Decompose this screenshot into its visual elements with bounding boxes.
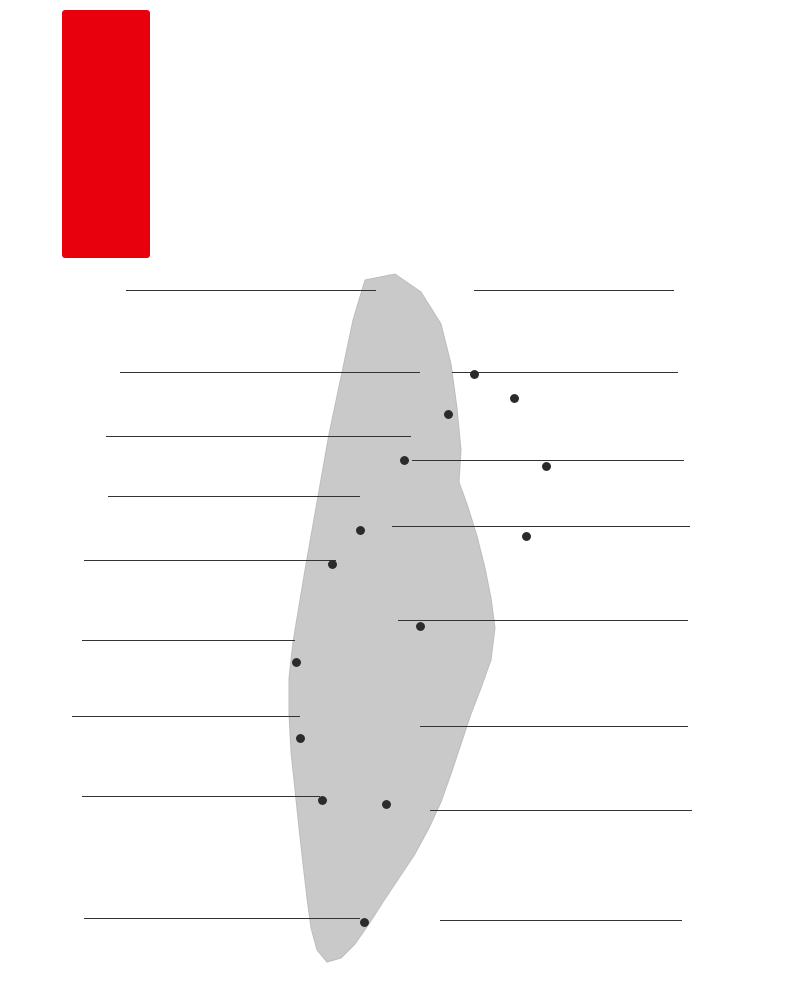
map-dot-chiayi [318,796,327,805]
connector-taitung [420,726,688,727]
map-dot-hsinchu [542,462,551,471]
connector-pingtung [430,810,692,811]
connector-yilan [412,460,684,461]
map-dot-hualien [522,532,531,541]
connector-taipei [452,372,678,373]
map-dot-keelung [470,370,479,379]
connector-changhua [82,640,295,641]
map-dot-yilan [400,456,409,465]
map-dot-tainan [360,918,369,927]
map-dot-taipei [510,394,519,403]
connector-chiayi [82,796,320,797]
connector-taichung [84,560,336,561]
taiwan-map-shape [245,268,545,1000]
map-dot-new-taipei [444,410,453,419]
map-dot-miaoli [356,526,365,535]
notice-badge [62,10,150,258]
connector-new-taipei [126,290,376,291]
map-dot-taitung [382,800,391,809]
connector-hsinchu [106,436,411,437]
taiwan-shipping-map [0,268,800,1000]
map-dot-yunlin [296,734,305,743]
map-dot-taichung [328,560,337,569]
connector-yunlin [72,716,300,717]
shipping-notice [0,0,800,268]
connector-kaohsiung [440,920,682,921]
connector-taoyuan [120,372,420,373]
connector-nantou [398,620,688,621]
connector-keelung [474,290,674,291]
map-dot-nantou [416,622,425,631]
connector-tainan [84,918,360,919]
connector-miaoli [108,496,360,497]
connector-hualien [392,526,690,527]
map-dot-changhua [292,658,301,667]
